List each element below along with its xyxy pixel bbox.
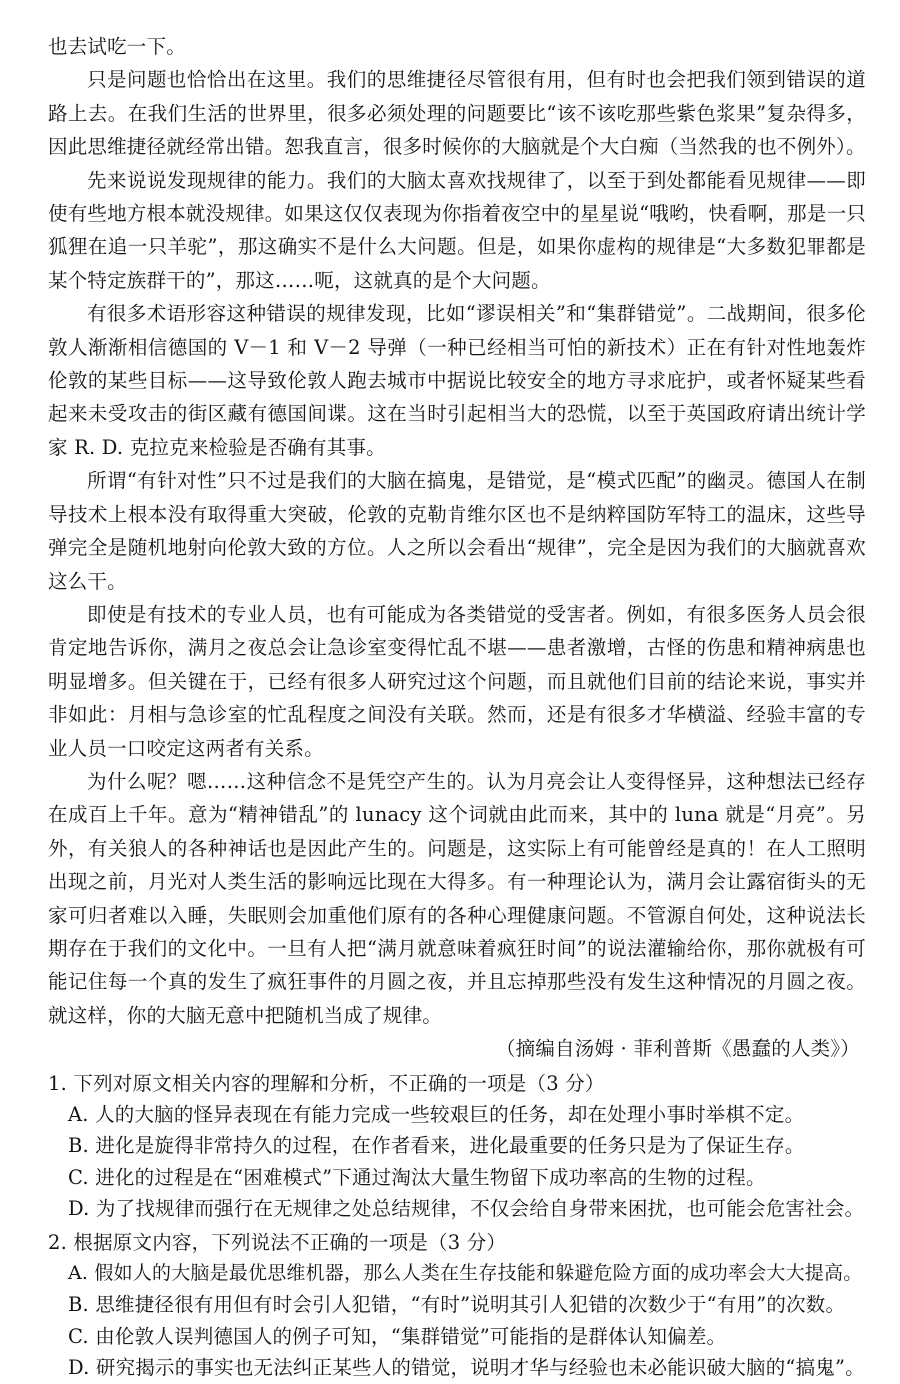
question-1 xyxy=(48,1068,866,1225)
reading-passage xyxy=(48,30,866,1066)
option-b[interactable]: B. 思维捷径很有用但有时会引人犯错，“有时”说明其引人犯错的次数少于“有用”的次数。 xyxy=(68,1293,846,1317)
option-a[interactable]: A. 假如人的大脑是最优思维机器，那么人类在生存技能和躲避危险方面的成功率会大大提高。 xyxy=(68,1261,863,1284)
passage-paragraph: 先来说说发现规律的能力。我们的大脑太喜欢找规律了，以至于到处都能看见规律——即使有些地方根本就没规律。如果这仅仅表现为你指着夜空中的星星说“哦哟，快看啊，那是一只狐狸在追一只羊驼”，那这确实不是什么大问题。但是，如果你虚构的规律是“大多数犯罪都是某个特定族群干的”，那这……呃，这就真的是个大问题。 xyxy=(48,168,866,292)
passage-paragraph: 有很多术语形容这种错误的规律发现，比如“谬误相关”和“集群错觉”。二战期间，很多伦敦人渐渐相信德国的 V－1 和 V－2 导弹（一种已经相当可怕的新技术）正在有针对性地轰炸伦敦的某些目标——这导致伦敦人跑去城市中据说比较安全的地方寻求庇护，或者怀疑某些看起来未受攻击的街区藏有德国间谍。这在当时引起相当大的恐慌，以至于英国政府请出统计学家 R. D. 克拉克来检验是否确有其事。 xyxy=(48,302,866,459)
question-stem: 2. 根据原文内容，下列说法不正确的一项是（3 分） xyxy=(48,1230,507,1254)
question-stem: 1. 下列对原文相关内容的理解和分析，不正确的一项是（3 分） xyxy=(48,1071,605,1095)
source-citation: （摘编自汤姆 · 菲利普斯《愚蠢的人类》） xyxy=(495,1037,860,1061)
option-b[interactable]: B. 进化是旋得非常持久的过程，在作者看来，进化最重要的任务只是为了保证生存。 xyxy=(68,1134,805,1158)
option-d[interactable]: D. 为了找规律而强行在无规律之处总结规律，不仅会给自身带来困扰，也可能会危害社会。 xyxy=(68,1197,865,1221)
option-d[interactable]: D. 研究揭示的事实也无法纠正某些人的错觉，说明才华与经验也未必能识破大脑的“搞鬼”。 xyxy=(68,1356,865,1380)
passage-paragraph: 即使是有技术的专业人员，也有可能成为各类错觉的受害者。例如，有很多医务人员会很肯定地告诉你，满月之夜总会让急诊室变得忙乱不堪——患者激增，古怪的伤患和精神病患也明显增多。但关键在于，已经有很多人研究过这个问题，而且就他们目前的结论来说，事实并非如此：月相与急诊室的忙乱程度之间没有关联。然而，还是有很多才华横溢、经验丰富的专业人员一口咬定这两者有关系。 xyxy=(48,602,866,760)
option-c[interactable]: C. 由伦敦人误判德国人的例子可知，“集群错觉”可能指的是群体认知偏差。 xyxy=(68,1324,727,1348)
option-a[interactable]: A. 人的大脑的怪异表现在有能力完成一些较艰巨的任务，却在处理小事时举棋不定。 xyxy=(68,1102,805,1126)
passage-paragraph: 只是问题也恰恰出在这里。我们的思维捷径尽管很有用，但有时也会把我们领到错误的道路上去。在我们生活的世界里，很多必须处理的问题要比“该不该吃那些紫色浆果”复杂得多，因此思维捷径就经常出错。恕我直言，很多时候你的大脑就是个大白痴（当然我的也不例外）。 xyxy=(48,68,866,159)
option-c[interactable]: C. 进化的过程是在“困难模式”下通过淘汰大量生物留下成功率高的生物的过程。 xyxy=(68,1165,766,1189)
passage-paragraph: 为什么呢？嗯……这种信念不是凭空产生的。认为月亮会让人变得怪异，这种想法已经存在成百上千年。意为“精神错乱”的 lunacy 这个词就由此而来，其中的 luna 就是“月亮”。另外，有关狼人的各种神话也是因此产生的。问题是，这实际上有可能曾经是真的！在人工照明出现之前，月光对人类生活的影响远比现在大得多。有一种理论认为，满月会让露宿街头的无家可归者难以入睡，失眠则会加重他们原有的各种心理健康问题。不管源自何处，这种说法长期存在于我们的文化中。一旦有人把“满月就意味着疯狂时间”的说法灌输给你，那你就极有可能记住每一个真的发生了疯狂事件的月圆之夜，并且忘掉那些没有发生这种情况的月圆之夜。就这样，你的大脑无意中把随机当成了规律。 xyxy=(48,769,866,1027)
passage-paragraph: 所谓“有针对性”只不过是我们的大脑在搞鬼，是错觉，是“模式匹配”的幽灵。德国人在制导技术上根本没有取得重大突破，伦敦的克勒肯维尔区也不是纳粹国防军特工的温床，这些导弹完全是随机地射向伦敦大致的方位。人之所以会看出“规律”，完全是因为我们的大脑就喜欢这么干。 xyxy=(48,469,866,593)
question-2 xyxy=(48,1227,866,1384)
passage-paragraph: 也去试吃一下。 xyxy=(48,35,186,58)
